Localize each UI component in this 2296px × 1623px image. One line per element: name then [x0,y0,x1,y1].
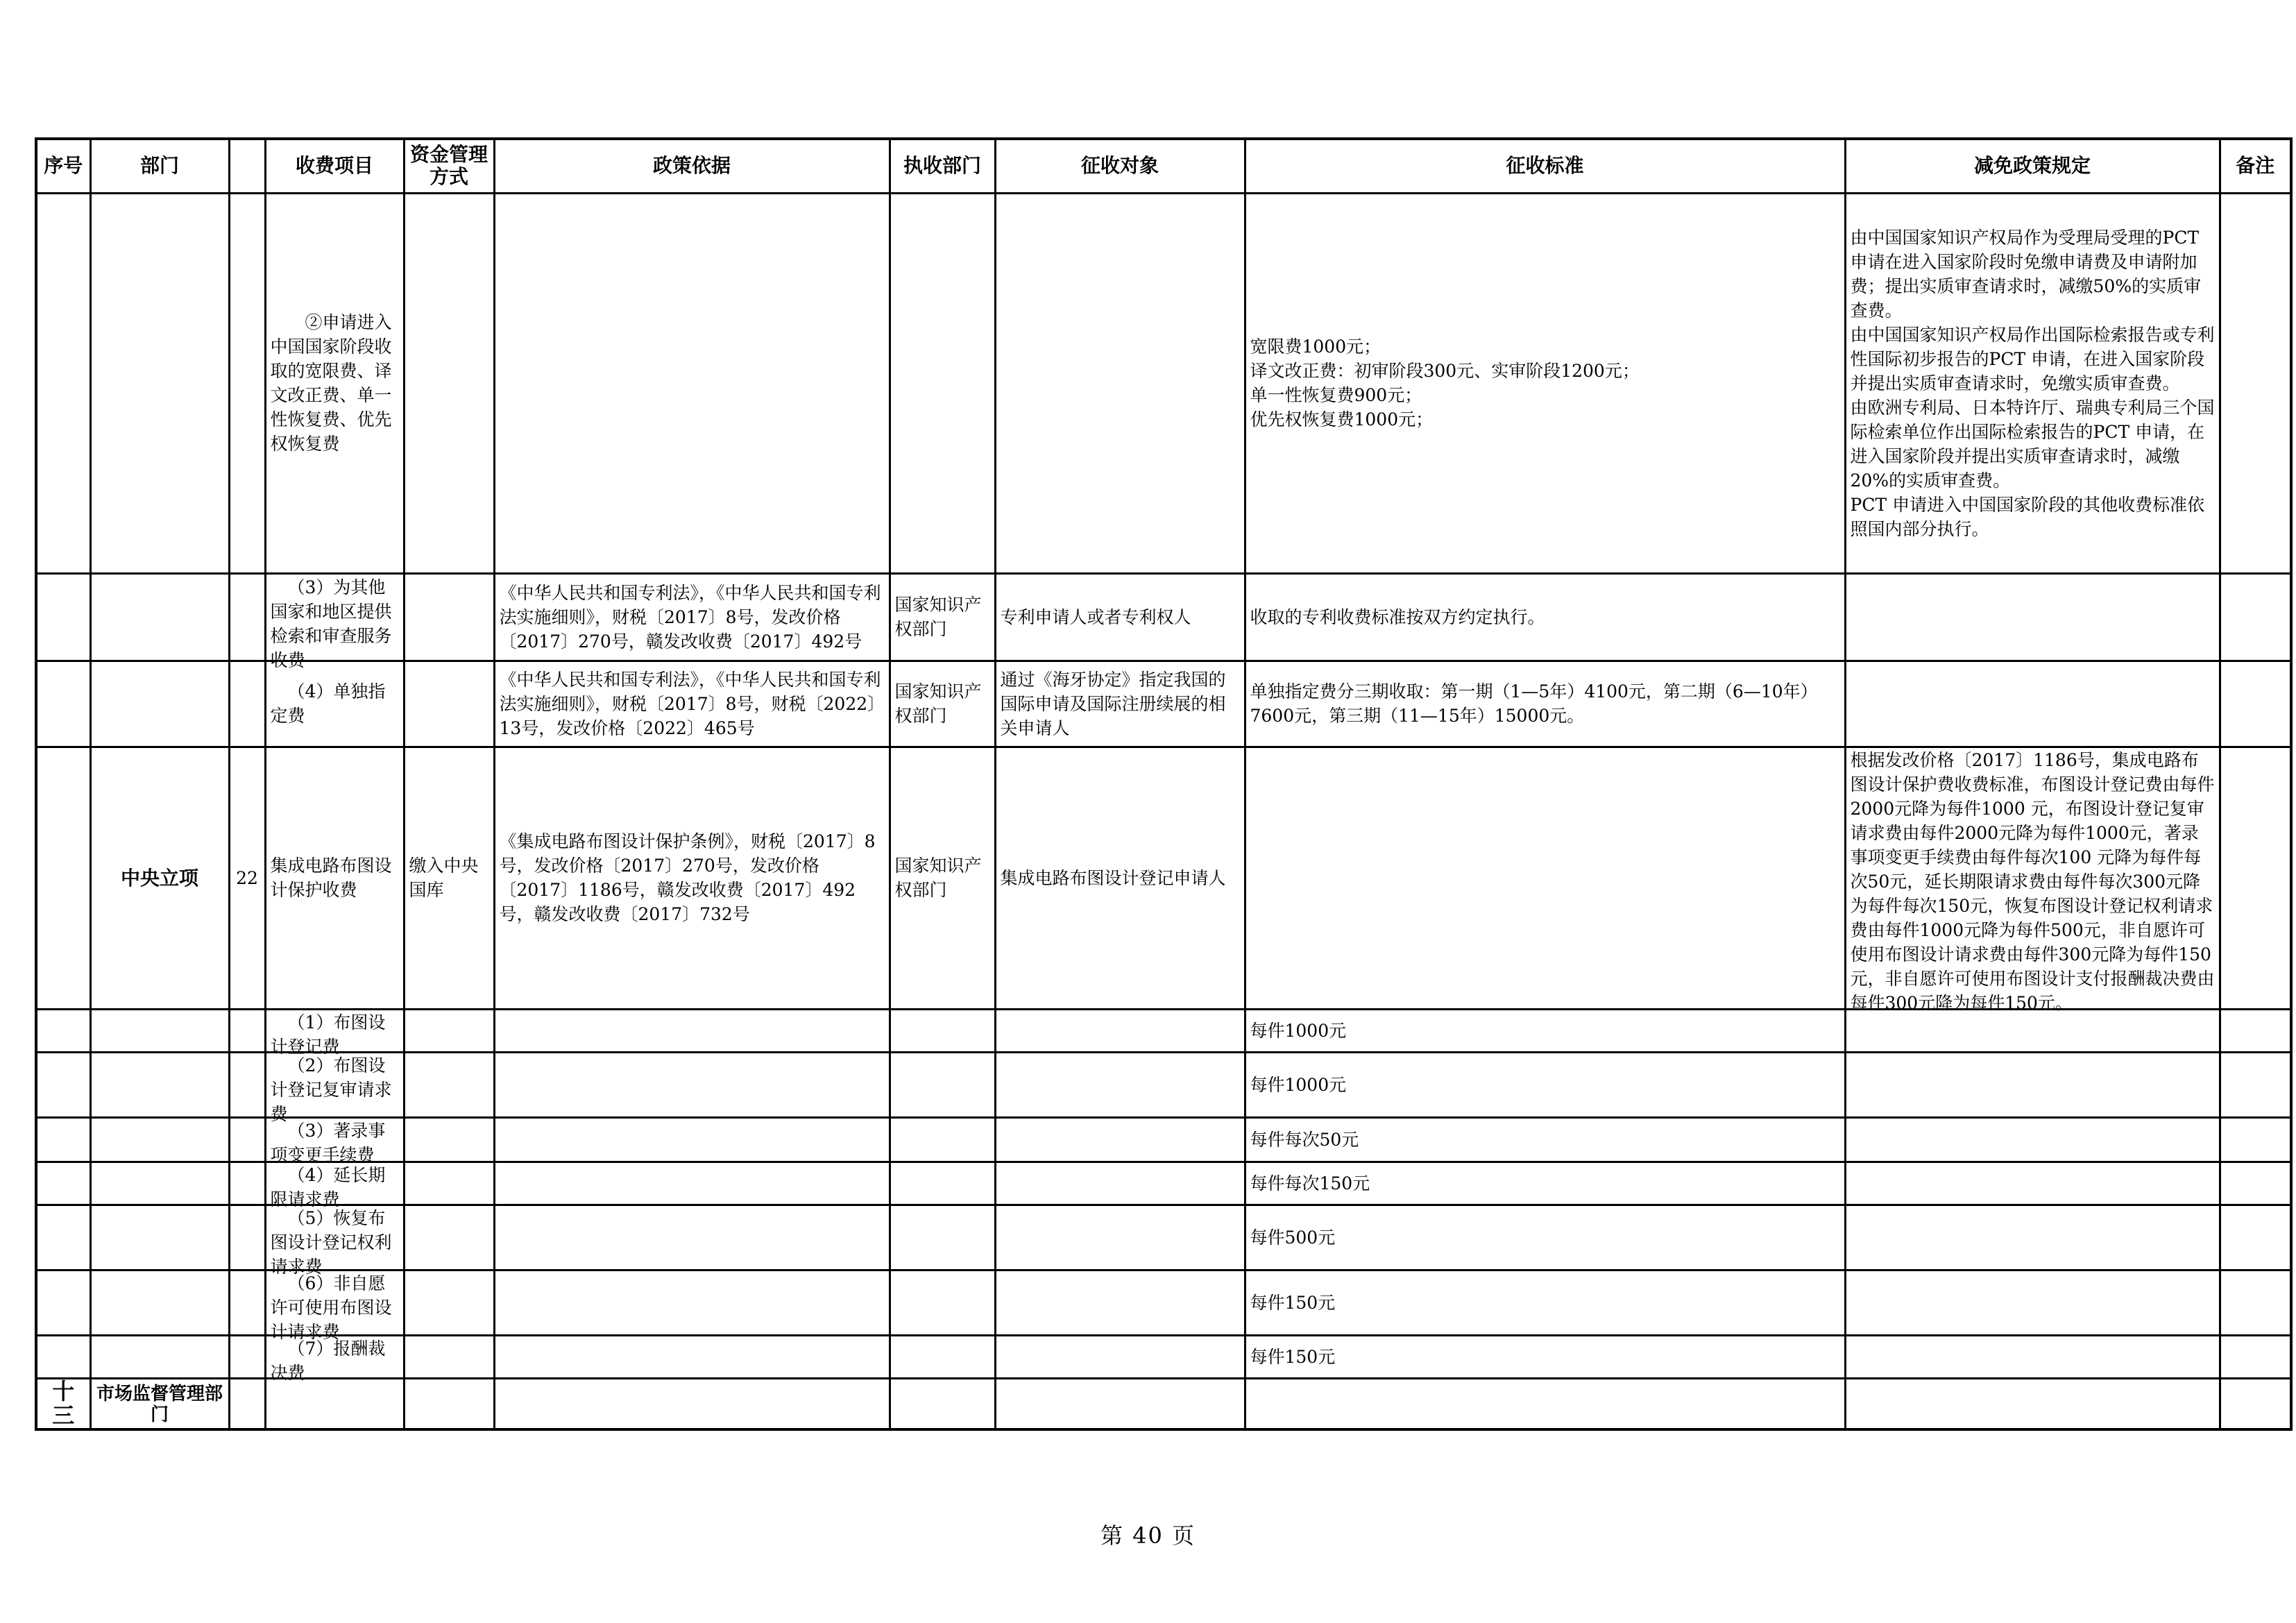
cell-standard [1245,1270,1845,1335]
cell-dept [90,1009,229,1052]
table-row [36,1335,2291,1378]
standard-text: 收取的专利收费标准按双方约定执行。 [1250,606,1545,627]
cell-target [995,747,1245,1009]
cell-standard [1245,747,1845,1009]
cell-fund [404,1009,494,1052]
cell-dept [90,193,229,573]
num-text: 22 [236,867,258,888]
cell-target [995,661,1245,747]
cell-agency [890,1335,995,1378]
cell-agency [890,193,995,573]
cell-agency [890,1378,995,1429]
table-row [36,193,2291,573]
standard-text: 每件150元 [1250,1346,1336,1367]
table-row [36,661,2291,747]
cell-seq [36,1335,90,1378]
cell-policy [494,193,890,573]
header-num [229,139,265,193]
page-number: 第 40 页 [1100,1522,1196,1549]
cell-seq [36,573,90,661]
header-relief: 减免政策规定 [1845,139,2220,193]
item-text: （3）著录事项变更手续费 [270,1121,386,1165]
table-row [36,1162,2291,1205]
cell-relief [1845,1117,2220,1162]
agency-text: 国家知识产权部门 [894,856,982,900]
table-row [36,1052,2291,1117]
cell-num [229,1378,265,1429]
cell-standard [1245,573,1845,661]
item-text: （4）延长期限请求费 [270,1165,386,1209]
standard-text: 每件150元 [1250,1292,1336,1313]
header-fund: 资金管理方式 [404,139,494,193]
standard-text: 单独指定费分三期收取：第一期（1—5年）4100元，第二期（6—10年）7600元，第三期（11—15年）15000元。 [1250,681,1818,726]
cell-note [2220,661,2291,747]
cell-policy [494,1009,890,1052]
standard-text: 每件每次50元 [1250,1129,1359,1150]
cell-standard [1245,1009,1845,1052]
cell-num [229,1205,265,1270]
cell-policy [494,661,890,747]
cell-standard [1245,1378,1845,1429]
cell-policy [494,1052,890,1117]
cell-item [265,1378,404,1429]
cell-relief [1845,661,2220,747]
cell-num [229,1009,265,1052]
cell-num [229,1270,265,1335]
cell-relief [1845,1270,2220,1335]
cell-seq [36,1009,90,1052]
cell-dept [90,1162,229,1205]
cell-relief [1845,1052,2220,1117]
cell-policy [494,1270,890,1335]
target-text: 集成电路布图设计登记申请人 [1000,867,1226,888]
cell-dept [90,1270,229,1335]
cell-agency [890,1009,995,1052]
header-row [36,139,2291,193]
cell-target [995,573,1245,661]
cell-seq [36,1270,90,1335]
cell-dept [90,573,229,661]
cell-standard [1245,1335,1845,1378]
cell-seq [36,1205,90,1270]
agency-text: 国家知识产权部门 [894,681,982,726]
header-standard: 征收标准 [1245,139,1845,193]
cell-seq [36,1052,90,1117]
cell-fund [404,1117,494,1162]
cell-note [2220,1009,2291,1052]
item-text: ②申请进入中国国家阶段收取的宽限费、译文改正费、单一性恢复费、优先权恢复费 [270,312,392,454]
agency-text: 国家知识产权部门 [894,595,982,639]
cell-standard [1245,1117,1845,1162]
cell-agency [890,1162,995,1205]
cell-num [229,1335,265,1378]
cell-standard [1245,193,1845,573]
cell-standard [1245,1052,1845,1117]
cell-policy [494,1378,890,1429]
cell-relief [1845,747,2220,1013]
dept-text: 市场监督管理部门 [96,1383,223,1425]
item-text: （7）报酬裁决费 [270,1339,386,1383]
cell-dept [90,1052,229,1117]
table-row [36,747,2291,1009]
cell-dept [90,747,229,1009]
cell-note [2220,1270,2291,1335]
policy-text: 《集成电路布图设计保护条例》，财税〔2017〕8号，发改价格〔2017〕270号，发改价格〔2017〕1186号，赣发改收费〔2017〕492号，赣发改收费〔2017〕732号 [499,831,876,924]
header-target: 征收对象 [995,139,1245,193]
cell-item [265,1205,404,1277]
standard-text: 每件1000元 [1250,1020,1347,1041]
cell-num [229,193,265,573]
item-text: （1）布图设计登记费 [270,1012,386,1057]
cell-policy [494,1162,890,1205]
target-text: 专利申请人或者专利权人 [1000,606,1191,627]
cell-note [2220,747,2291,1009]
section-row [36,1378,2291,1429]
cell-seq [36,661,90,747]
cell-target [995,193,1245,573]
item-text: （6）非自愿许可使用布图设计请求费 [270,1273,392,1342]
cell-relief [1845,1205,2220,1270]
item-text: 集成电路布图设计保护收费 [270,856,392,900]
policy-text: 《中华人民共和国专利法》，《中华人民共和国专利法实施细则》，财税〔2017〕8号，财税〔2022〕13号，发改价格〔2022〕465号 [499,669,881,738]
header-dept: 部门 [90,139,229,193]
cell-note [2220,1052,2291,1117]
relief-text: 根据发改价格〔2017〕1186号，集成电路布图设计保护费收费标准，布图设计登记费由每件2000元降为每件1000 元，布图设计登记复审请求费由每件2000元降为每件1000元，著录事项变更手续费由每件每次100 元降为每件每次50元，延长期限请求费由每件每次300元降为每件每次150元，恢复布图设计登记权利请求费由每件1000元降为每件500元，非自愿许可使用布图设计请求费由每件300元降为每件150 元，非自愿许可使用布图设计支付报酬裁决费由每件300元降为每件150元。 [1850,749,2215,1013]
cell-fund [404,1378,494,1429]
cell-fund [404,661,494,747]
dept-text: 中央立项 [120,866,198,890]
cell-policy [494,747,890,1009]
relief-text: 由中国国家知识产权局作为受理局受理的PCT 申请在进入国家阶段时免缴申请费及申请附加费；提出实质审查请求时，减缴50%的实质审查费。 由中国国家知识产权局作出国际检索报告或专利性国际初步报告的PCT 申请，在进入国家阶段并提出实质审查请求时，免缴实质审查费。 由欧洲专利局、日本特许厅、瑞典专利局三个国际检索单位作出国际检索报告的PCT 申请，在进入国家阶段并提出实质审查请求时，减缴20%的实质审查费。 PCT 申请进入中国国家阶段的其他收费标准依照国内部分执行。 [1850,227,2215,539]
standard-text: 每件每次150元 [1250,1173,1370,1193]
cell-standard [1245,661,1845,747]
cell-item [265,1009,404,1057]
cell-item [265,1162,404,1209]
cell-target [995,1117,1245,1162]
cell-target [995,1162,1245,1205]
seq-text: 十三 [52,1377,75,1429]
table-row [36,1205,2291,1270]
cell-seq [36,747,90,1009]
cell-target [995,1009,1245,1052]
cell-fund [404,1270,494,1335]
cell-policy [494,1117,890,1162]
cell-num [229,747,265,1009]
cell-fund [404,1335,494,1378]
cell-note [2220,1117,2291,1162]
table-row [36,1270,2291,1335]
fund-text: 缴入中央国库 [409,856,479,900]
cell-seq [36,1117,90,1162]
cell-fund [404,1162,494,1205]
cell-fund [404,573,494,661]
cell-note [2220,1162,2291,1205]
cell-note [2220,1205,2291,1270]
table-row [36,573,2291,661]
cell-target [995,1378,1245,1429]
table-row [36,1117,2291,1162]
target-text: 通过《海牙协定》指定我国的国际申请及国际注册续展的相关申请人 [1000,669,1226,738]
cell-relief [1845,1009,2220,1052]
cell-target [995,1335,1245,1378]
cell-target [995,1270,1245,1335]
cell-agency [890,1205,995,1270]
cell-fund [404,1052,494,1117]
cell-agency [890,1270,995,1335]
cell-target [995,1052,1245,1117]
standard-text: 宽限费1000元； 译文改正费：初审阶段300元、实审阶段1200元； 单一性恢复费900元； 优先权恢复费1000元； [1250,337,1640,430]
cell-dept [90,661,229,747]
cell-target [995,1205,1245,1270]
cell-agency [890,573,995,661]
cell-seq [36,1162,90,1205]
cell-policy [494,573,890,661]
header-agency: 执收部门 [890,139,995,193]
cell-dept [90,1335,229,1378]
item-text: （3）为其他国家和地区提供检索和审查服务收费 [270,577,392,670]
cell-relief [1845,1378,2220,1429]
cell-standard [1245,1205,1845,1270]
standard-text: 每件1000元 [1250,1074,1347,1095]
cell-agency [890,747,995,1009]
standard-text: 每件500元 [1250,1227,1336,1248]
policy-text: 《中华人民共和国专利法》，《中华人民共和国专利法实施细则》，财税〔2017〕8号，发改价格〔2017〕270号，赣发改收费〔2017〕492号 [499,582,881,652]
cell-agency [890,1117,995,1162]
cell-relief [1845,193,2220,573]
cell-relief [1845,1335,2220,1378]
cell-num [229,661,265,747]
cell-note [2220,573,2291,661]
cell-dept [90,1205,229,1270]
fee-table [35,137,2293,1431]
cell-num [229,1117,265,1162]
cell-note [2220,1335,2291,1378]
header-note: 备注 [2220,139,2291,193]
cell-item [265,1270,404,1342]
header-seq: 序号 [36,139,90,193]
cell-num [229,1052,265,1117]
cell-num [229,1162,265,1205]
cell-standard [1245,1162,1845,1205]
cell-item [265,573,404,670]
cell-num [229,573,265,661]
cell-policy [494,1205,890,1270]
cell-fund [404,1205,494,1270]
item-text: （4）单独指定费 [270,681,386,726]
cell-note [2220,193,2291,573]
cell-fund [404,747,494,1009]
cell-note [2220,1378,2291,1429]
cell-fund [404,193,494,573]
cell-seq [36,1378,90,1429]
cell-relief [1845,1162,2220,1205]
cell-seq [36,193,90,573]
cell-policy [494,1335,890,1378]
header-policy: 政策依据 [494,139,890,193]
cell-item [265,193,404,573]
cell-relief [1845,573,2220,661]
cell-dept [90,1117,229,1162]
item-text: （2）布图设计登记复审请求费 [270,1055,392,1124]
header-item: 收费项目 [265,139,404,193]
table-row [36,1009,2291,1052]
cell-agency [890,661,995,747]
item-text: （5）恢复布图设计登记权利请求费 [270,1208,392,1277]
cell-item [265,747,404,1009]
cell-item [265,1052,404,1124]
cell-dept [90,1378,229,1429]
cell-agency [890,1052,995,1117]
cell-item [265,661,404,747]
